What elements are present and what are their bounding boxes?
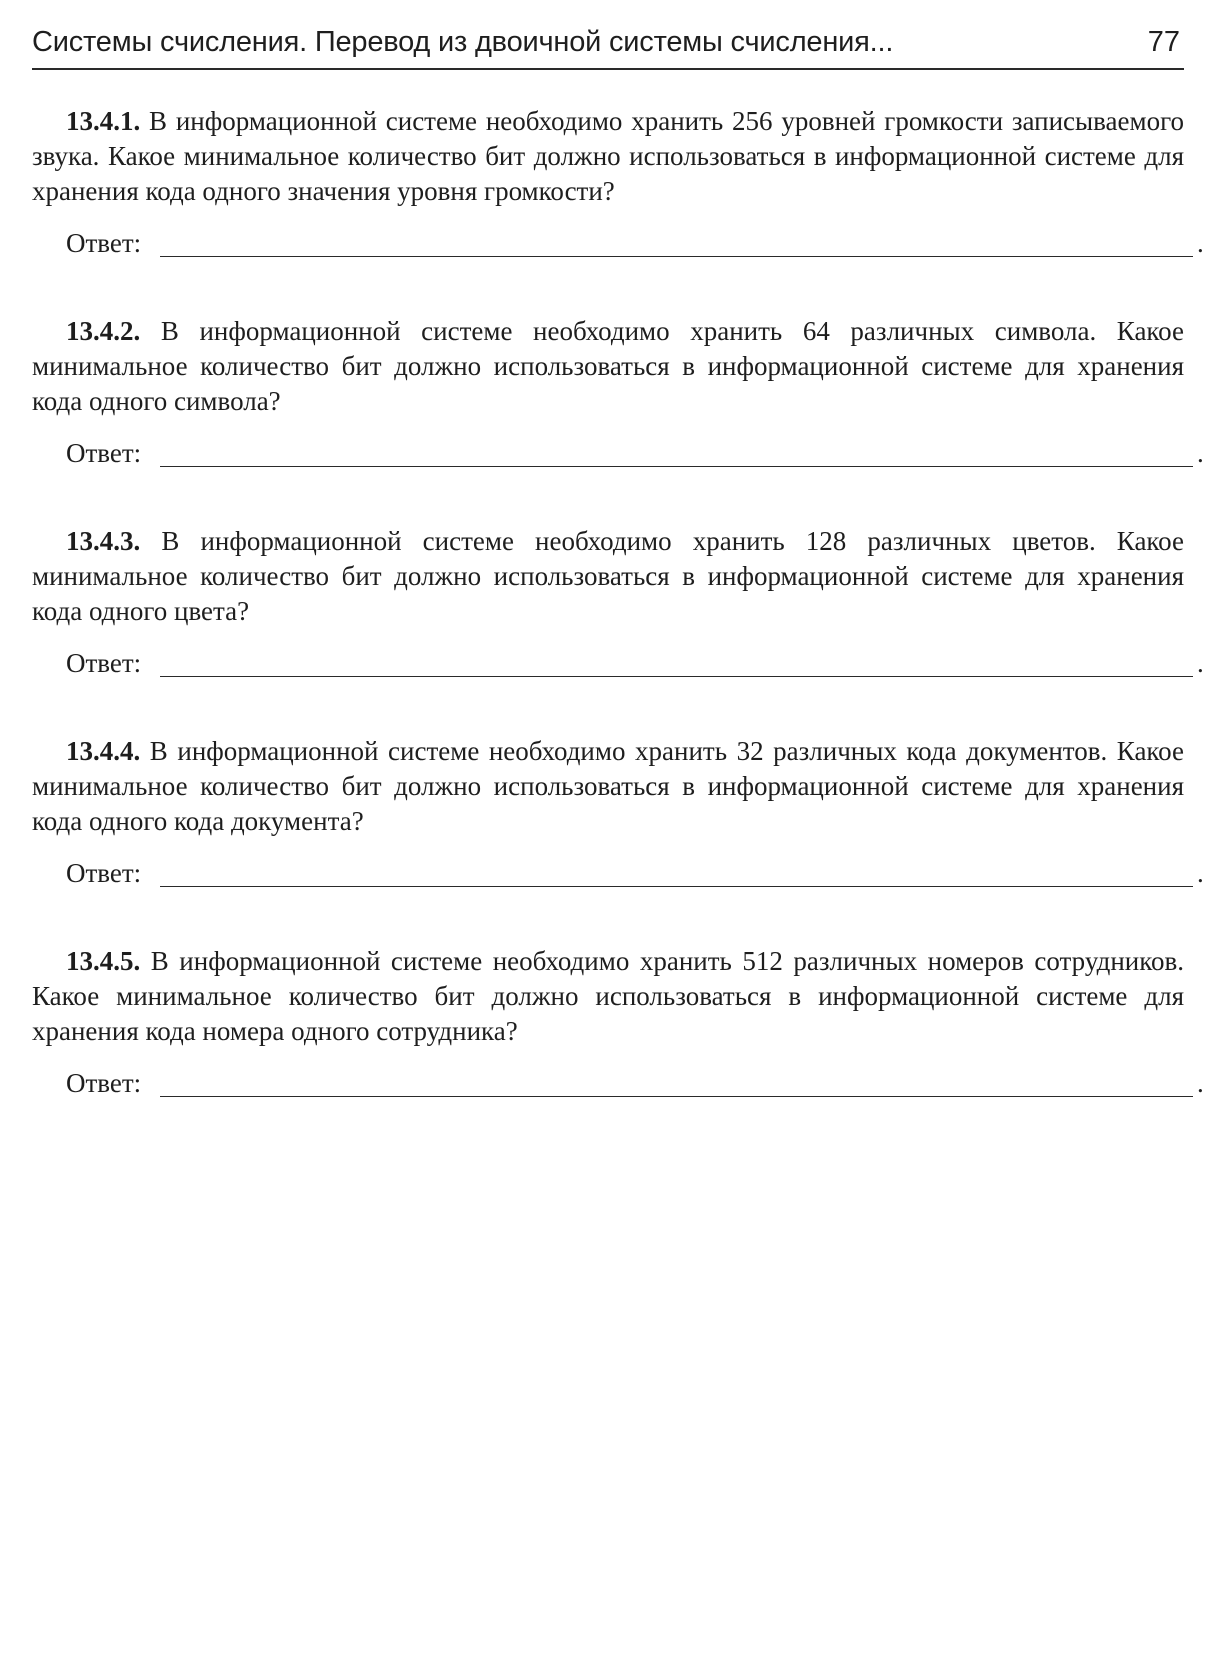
task-text (32, 944, 1184, 1049)
answer-label: Ответ: (66, 858, 142, 888)
answer-label: Ответ: (66, 1068, 142, 1098)
answer-row (32, 226, 1204, 264)
task-question: В информационной системе необходимо хранить 256 уровней громкости записываемого звука. Какое минимальное количество бит должно использоваться в информационной системе для хранения кода одного значения уровня громкости? (32, 106, 1184, 206)
answer-label: Ответ: (66, 438, 142, 468)
task-text (32, 524, 1184, 629)
task-number: 13.4.3. (66, 526, 141, 556)
running-title: Системы счисления. Перевод из двоичной системы счисления... (32, 26, 894, 58)
answer-blank[interactable] (160, 676, 1193, 677)
task-question: В информационной системе необходимо хранить 64 различных символа. Какое минимальное количество бит должно использоваться в информационной системе для хранения кода одного символа? (32, 316, 1184, 416)
task-list (32, 104, 1204, 1154)
answer-blank[interactable] (160, 256, 1193, 257)
answer-period: . (1197, 1068, 1204, 1098)
answer-row (32, 646, 1204, 684)
running-head (32, 22, 1184, 70)
answer-row (32, 1066, 1204, 1104)
task-text (32, 104, 1184, 209)
task-13-4-3 (32, 524, 1204, 684)
answer-blank[interactable] (160, 466, 1193, 467)
task-text (32, 734, 1184, 839)
task-13-4-1 (32, 104, 1204, 264)
task-13-4-2 (32, 314, 1204, 474)
answer-row (32, 436, 1204, 474)
page-number: 77 (1147, 26, 1180, 58)
task-13-4-4 (32, 734, 1204, 894)
answer-period: . (1197, 858, 1204, 888)
task-number: 13.4.5. (66, 946, 141, 976)
answer-label: Ответ: (66, 648, 142, 678)
answer-period: . (1197, 228, 1204, 258)
answer-row (32, 856, 1204, 894)
task-question: В информационной системе необходимо хранить 128 различных цветов. Какое минимальное количество бит должно использоваться в информационной системе для хранения кода одного цвета? (32, 526, 1184, 626)
task-question: В информационной системе необходимо хранить 512 различных номеров сотрудников. Какое минимальное количество бит должно использоваться в информационной системе для хранения кода номера одного сотрудника? (32, 946, 1184, 1046)
task-13-4-5 (32, 944, 1204, 1104)
answer-label: Ответ: (66, 228, 142, 258)
task-number: 13.4.4. (66, 736, 141, 766)
task-number: 13.4.2. (66, 316, 141, 346)
answer-period: . (1197, 438, 1204, 468)
task-text (32, 314, 1184, 419)
answer-blank[interactable] (160, 886, 1193, 887)
answer-blank[interactable] (160, 1096, 1193, 1097)
task-question: В информационной системе необходимо хранить 32 различных кода документов. Какое минимальное количество бит должно использоваться в информационной системе для хранения кода одного кода документа? (32, 736, 1184, 836)
answer-period: . (1197, 648, 1204, 678)
task-number: 13.4.1. (66, 106, 141, 136)
